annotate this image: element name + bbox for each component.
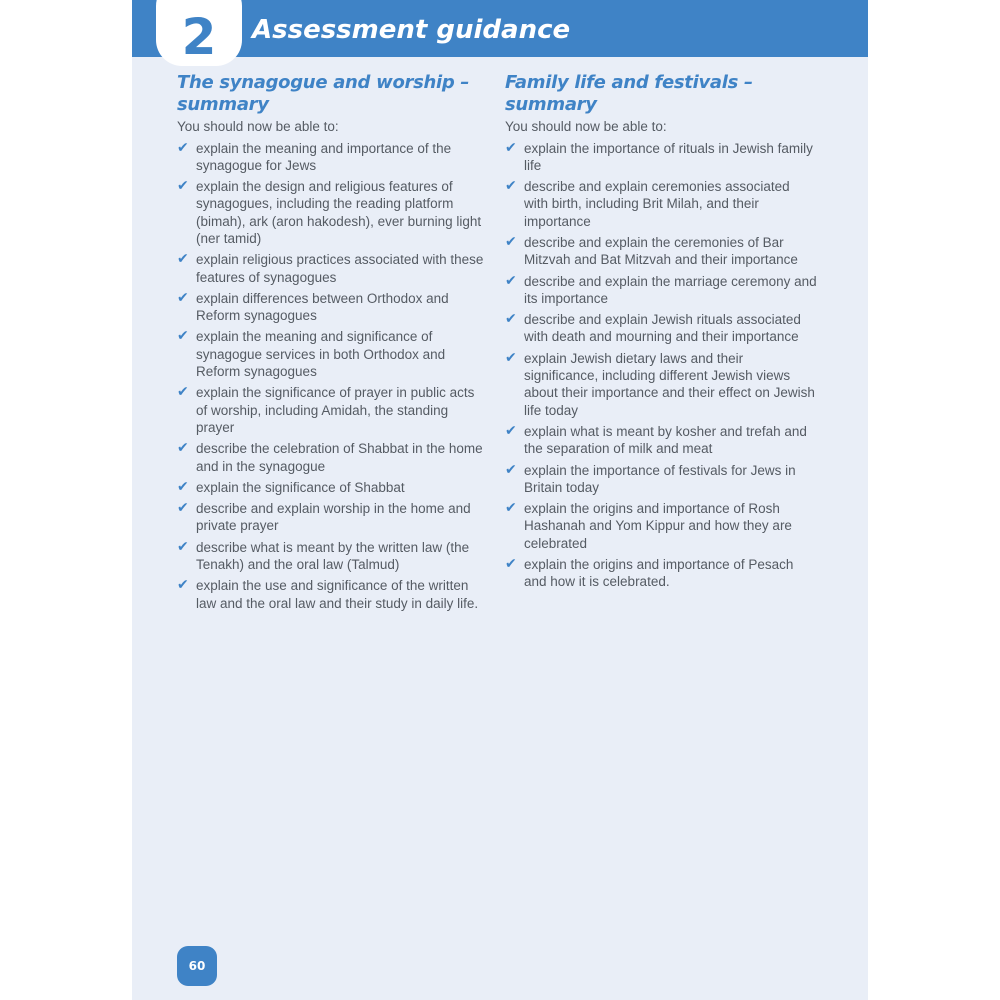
checklist-item-text: describe the celebration of Shabbat in the home and in the synagogue [196,441,483,474]
checklist-item [505,140,817,175]
checklist-item-text: explain the importance of festivals for Jews in Britain today [524,462,796,495]
checklist-item [177,577,489,612]
checklist-item-text: explain the design and religious features of synagogues, including the reading platform (bimah), ark (aron hakodesh), ever burning light (ner tamid) [196,179,482,246]
section-intro: You should now be able to: [505,119,667,134]
check-mark-icon: ✔ [505,461,517,478]
checklist-item [177,440,489,475]
check-mark-icon: ✔ [177,440,189,457]
checklist-item [177,140,489,175]
check-mark-icon: ✔ [505,139,517,156]
checklist-item-text: explain the origins and importance of Rosh Hashanah and Yom Kippur and how they are celebrated [524,501,792,551]
checklist-item-text: explain what is meant by kosher and trefah and the separation of milk and meat [524,423,807,457]
check-mark-icon: ✔ [177,538,189,555]
check-mark-icon: ✔ [505,422,517,439]
checklist-item [177,251,489,286]
check-mark-icon: ✔ [177,289,189,306]
right-column [505,72,817,595]
checklist-item-text: describe and explain the marriage ceremony and its importance [524,273,817,306]
section-heading: Family life and festivals – summary [505,72,753,115]
checklist-item [505,311,817,346]
checklist-item [505,423,817,458]
check-mark-icon: ✔ [505,349,517,366]
page-title: Assessment guidance [252,15,571,45]
check-mark-icon: ✔ [505,311,517,328]
checklist [177,140,489,612]
check-mark-icon: ✔ [177,139,189,156]
checklist-item-text: describe and explain the ceremonies of Bar Mitzvah and Bat Mitzvah and their importance [524,234,798,268]
checklist-item-text: describe and explain Jewish rituals associated with death and mourning and their importance [524,312,801,345]
checklist-item-text: explain the importance of rituals in Jewish family life [524,140,813,173]
checklist-item-text: explain the meaning and significance of synagogue services in both Orthodox and Reform synagogues [196,329,446,380]
checklist-item [505,350,817,419]
check-mark-icon: ✔ [177,500,189,517]
checklist-item-text: describe and explain worship in the home and private prayer [196,501,471,534]
checklist-item [177,328,489,380]
checklist-item-text: explain the origins and importance of Pesach and how it is celebrated. [524,557,794,590]
check-mark-icon: ✔ [505,233,517,250]
checklist-item [177,500,489,535]
check-mark-icon: ✔ [505,272,517,289]
check-mark-icon: ✔ [177,577,189,594]
check-mark-icon: ✔ [505,178,517,195]
checklist-item-text: explain the use and significance of the written law and the oral law and their study in daily life. [196,578,479,611]
check-mark-icon: ✔ [177,478,189,495]
checklist-item [505,462,817,497]
checklist [505,140,817,591]
checklist-item [505,234,817,269]
check-mark-icon: ✔ [177,384,189,401]
check-mark-icon: ✔ [177,251,189,268]
checklist-item-text: explain the meaning and importance of the synagogue for Jews [196,140,452,173]
check-mark-icon: ✔ [177,178,189,195]
chapter-number: 2 [181,8,217,66]
checklist-item [177,178,489,247]
checklist-item-text: describe what is meant by the written law (the Tenakh) and the oral law (Talmud) [196,539,470,573]
check-mark-icon: ✔ [505,556,517,573]
check-mark-icon: ✔ [177,328,189,345]
section-intro: You should now be able to: [177,119,339,134]
checklist-item-text: explain the significance of Shabbat [196,479,405,495]
checklist-item-text: explain differences between Orthodox and Reform synagogues [196,290,449,324]
checklist-item-text: explain the significance of prayer in public acts of worship, including Amidah, the standing prayer [196,385,475,435]
check-mark-icon: ✔ [505,500,517,517]
checklist-item [177,384,489,436]
document-page [132,0,868,1000]
checklist-item-text: explain Jewish dietary laws and their significance, including different Jewish views about their importance and their effect on Jewish life today [524,350,815,418]
checklist-item [505,500,817,552]
page-number-badge: 60 [177,946,217,986]
checklist-item [505,273,817,308]
checklist-item [177,479,489,496]
checklist-item [177,290,489,325]
checklist-item-text: describe and explain ceremonies associated with birth, including Brit Milah, and their importance [524,179,790,229]
checklist-item [505,178,817,230]
checklist-item-text: explain religious practices associated with these features of synagogues [196,252,484,285]
checklist-item [177,539,489,574]
left-column [177,72,489,616]
checklist-item [505,556,817,591]
section-heading: The synagogue and worship – summary [177,72,470,115]
